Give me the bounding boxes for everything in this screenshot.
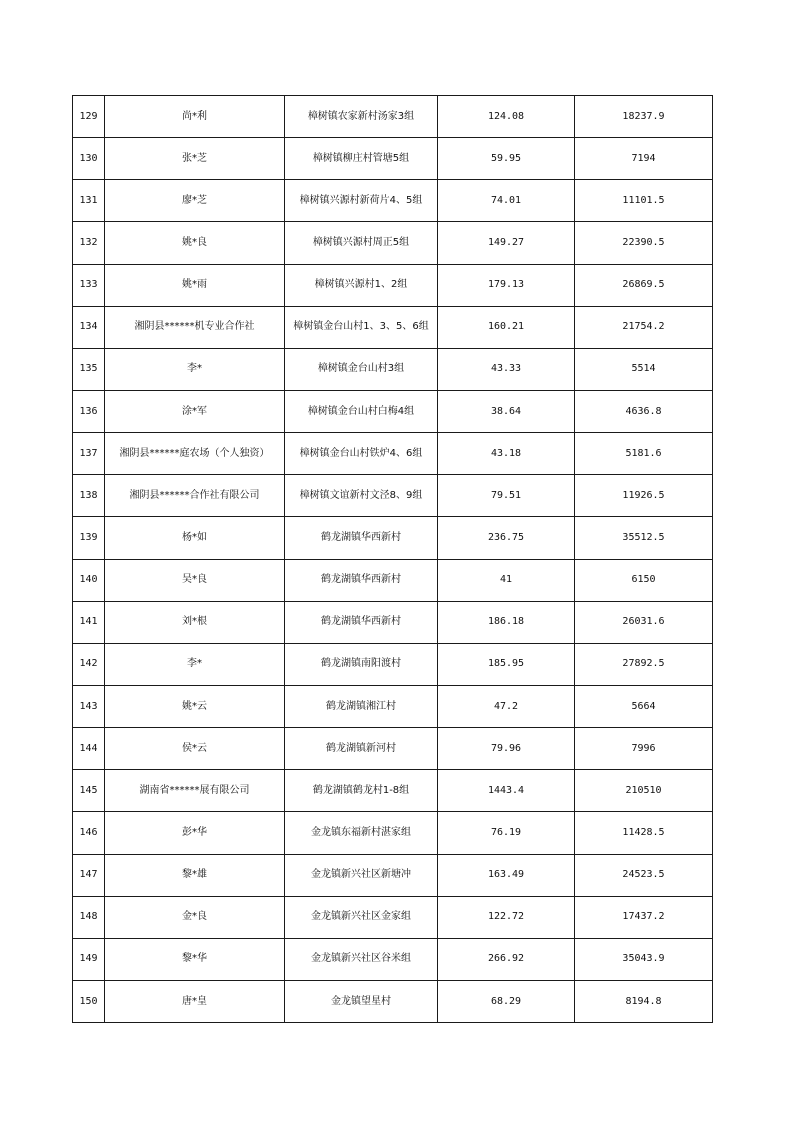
table-row [73, 306, 713, 348]
name-cell: 廖*芝 [105, 180, 285, 222]
name-cell: 姚*云 [105, 685, 285, 727]
area-cell: 38.64 [438, 390, 575, 432]
location-cell: 樟树镇柳庄村管塘5组 [285, 138, 438, 180]
amount-cell: 21754.2 [575, 306, 713, 348]
name-cell: 湘阴县******合作社有限公司 [105, 475, 285, 517]
name-cell: 湘阴县******机专业合作社 [105, 306, 285, 348]
location-cell: 金龙镇新兴社区新塘冲 [285, 854, 438, 896]
area-cell: 41 [438, 559, 575, 601]
data-table [72, 95, 713, 1023]
table-row [73, 854, 713, 896]
area-cell: 124.08 [438, 96, 575, 138]
table-body [73, 96, 713, 1023]
table-row [73, 96, 713, 138]
row-number-cell: 142 [73, 643, 105, 685]
table-row [73, 138, 713, 180]
table-row [73, 938, 713, 980]
location-cell: 金龙镇新兴社区金家组 [285, 896, 438, 938]
location-cell: 樟树镇兴源村新荷片4、5组 [285, 180, 438, 222]
location-cell: 樟树镇金台山村白梅4组 [285, 390, 438, 432]
amount-cell: 26869.5 [575, 264, 713, 306]
table-row [73, 517, 713, 559]
amount-cell: 4636.8 [575, 390, 713, 432]
amount-cell: 210510 [575, 770, 713, 812]
area-cell: 122.72 [438, 896, 575, 938]
amount-cell: 26031.6 [575, 601, 713, 643]
amount-cell: 11428.5 [575, 812, 713, 854]
area-cell: 149.27 [438, 222, 575, 264]
area-cell: 163.49 [438, 854, 575, 896]
table-row [73, 475, 713, 517]
location-cell: 鹤龙湖镇湘江村 [285, 685, 438, 727]
amount-cell: 24523.5 [575, 854, 713, 896]
table-row [73, 390, 713, 432]
location-cell: 鹤龙湖镇鹤龙村1-8组 [285, 770, 438, 812]
area-cell: 185.95 [438, 643, 575, 685]
area-cell: 79.96 [438, 728, 575, 770]
table-row [73, 812, 713, 854]
amount-cell: 8194.8 [575, 980, 713, 1022]
amount-cell: 27892.5 [575, 643, 713, 685]
name-cell: 涂*军 [105, 390, 285, 432]
area-cell: 179.13 [438, 264, 575, 306]
row-number-cell: 129 [73, 96, 105, 138]
name-cell: 湘阴县******庭农场（个人独资） [105, 433, 285, 475]
amount-cell: 11926.5 [575, 475, 713, 517]
row-number-cell: 140 [73, 559, 105, 601]
name-cell: 彭*华 [105, 812, 285, 854]
area-cell: 79.51 [438, 475, 575, 517]
amount-cell: 22390.5 [575, 222, 713, 264]
amount-cell: 5181.6 [575, 433, 713, 475]
location-cell: 樟树镇金台山村铁炉4、6组 [285, 433, 438, 475]
location-cell: 鹤龙湖镇南阳渡村 [285, 643, 438, 685]
row-number-cell: 145 [73, 770, 105, 812]
area-cell: 186.18 [438, 601, 575, 643]
area-cell: 43.18 [438, 433, 575, 475]
location-cell: 鹤龙湖镇华西新村 [285, 559, 438, 601]
area-cell: 1443.4 [438, 770, 575, 812]
table-row [73, 728, 713, 770]
table-row [73, 222, 713, 264]
area-cell: 59.95 [438, 138, 575, 180]
location-cell: 鹤龙湖镇华西新村 [285, 601, 438, 643]
row-number-cell: 134 [73, 306, 105, 348]
row-number-cell: 139 [73, 517, 105, 559]
row-number-cell: 137 [73, 433, 105, 475]
amount-cell: 5514 [575, 348, 713, 390]
row-number-cell: 149 [73, 938, 105, 980]
name-cell: 李* [105, 348, 285, 390]
table-row [73, 643, 713, 685]
location-cell: 樟树镇金台山村1、3、5、6组 [285, 306, 438, 348]
name-cell: 姚*良 [105, 222, 285, 264]
table-row [73, 601, 713, 643]
location-cell: 樟树镇农家新村汤家3组 [285, 96, 438, 138]
name-cell: 金*良 [105, 896, 285, 938]
row-number-cell: 135 [73, 348, 105, 390]
name-cell: 姚*雨 [105, 264, 285, 306]
name-cell: 黎*华 [105, 938, 285, 980]
amount-cell: 5664 [575, 685, 713, 727]
location-cell: 樟树镇文谊新村文泾8、9组 [285, 475, 438, 517]
name-cell: 侯*云 [105, 728, 285, 770]
table-row [73, 685, 713, 727]
area-cell: 74.01 [438, 180, 575, 222]
table-row [73, 770, 713, 812]
row-number-cell: 150 [73, 980, 105, 1022]
amount-cell: 35512.5 [575, 517, 713, 559]
location-cell: 樟树镇兴源村周正5组 [285, 222, 438, 264]
name-cell: 刘*根 [105, 601, 285, 643]
area-cell: 43.33 [438, 348, 575, 390]
location-cell: 金龙镇东福新村湛家组 [285, 812, 438, 854]
row-number-cell: 141 [73, 601, 105, 643]
table-row [73, 264, 713, 306]
table-row [73, 559, 713, 601]
row-number-cell: 147 [73, 854, 105, 896]
row-number-cell: 143 [73, 685, 105, 727]
amount-cell: 11101.5 [575, 180, 713, 222]
table-row [73, 180, 713, 222]
location-cell: 金龙镇望星村 [285, 980, 438, 1022]
area-cell: 47.2 [438, 685, 575, 727]
location-cell: 樟树镇金台山村3组 [285, 348, 438, 390]
area-cell: 236.75 [438, 517, 575, 559]
row-number-cell: 136 [73, 390, 105, 432]
name-cell: 吴*良 [105, 559, 285, 601]
area-cell: 76.19 [438, 812, 575, 854]
name-cell: 唐*皇 [105, 980, 285, 1022]
row-number-cell: 131 [73, 180, 105, 222]
location-cell: 金龙镇新兴社区谷米组 [285, 938, 438, 980]
table-row [73, 348, 713, 390]
table-row [73, 980, 713, 1022]
area-cell: 160.21 [438, 306, 575, 348]
location-cell: 樟树镇兴源村1、2组 [285, 264, 438, 306]
amount-cell: 17437.2 [575, 896, 713, 938]
table-row [73, 433, 713, 475]
table-row [73, 896, 713, 938]
row-number-cell: 146 [73, 812, 105, 854]
row-number-cell: 138 [73, 475, 105, 517]
name-cell: 杨*如 [105, 517, 285, 559]
name-cell: 湖南省******展有限公司 [105, 770, 285, 812]
name-cell: 张*芝 [105, 138, 285, 180]
amount-cell: 6150 [575, 559, 713, 601]
amount-cell: 18237.9 [575, 96, 713, 138]
row-number-cell: 144 [73, 728, 105, 770]
row-number-cell: 148 [73, 896, 105, 938]
row-number-cell: 130 [73, 138, 105, 180]
area-cell: 266.92 [438, 938, 575, 980]
amount-cell: 7194 [575, 138, 713, 180]
amount-cell: 35043.9 [575, 938, 713, 980]
amount-cell: 7996 [575, 728, 713, 770]
row-number-cell: 132 [73, 222, 105, 264]
location-cell: 鹤龙湖镇华西新村 [285, 517, 438, 559]
row-number-cell: 133 [73, 264, 105, 306]
name-cell: 尚*利 [105, 96, 285, 138]
area-cell: 68.29 [438, 980, 575, 1022]
name-cell: 黎*雄 [105, 854, 285, 896]
location-cell: 鹤龙湖镇新河村 [285, 728, 438, 770]
name-cell: 李* [105, 643, 285, 685]
